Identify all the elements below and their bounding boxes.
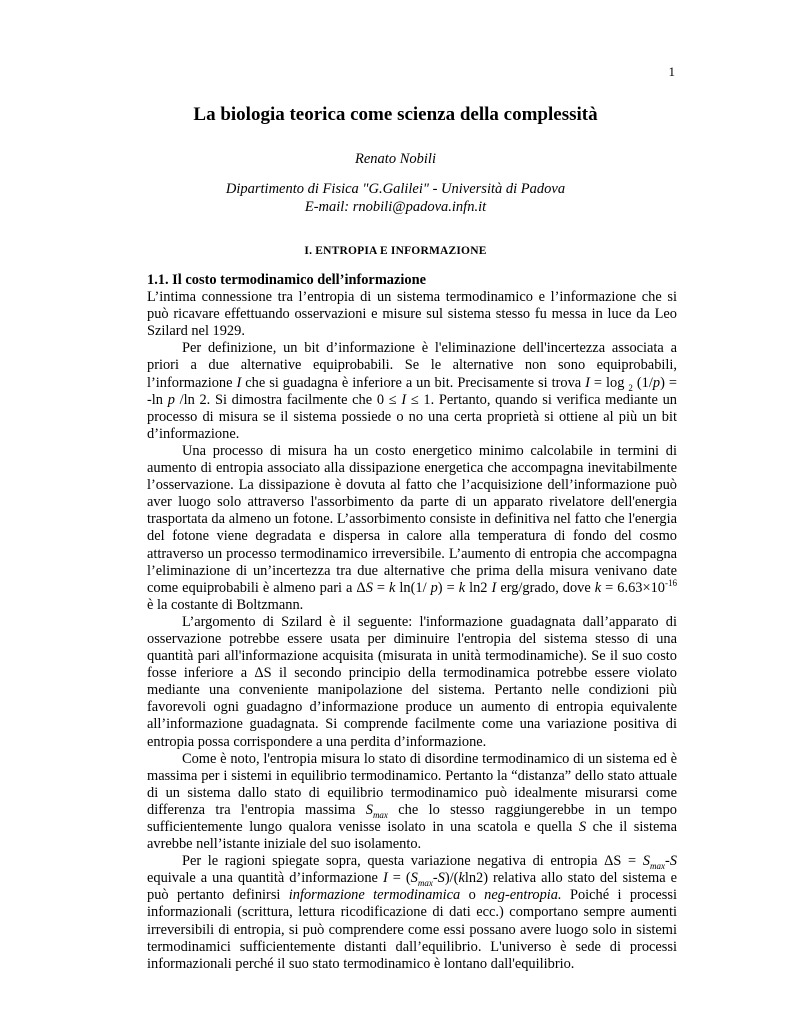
paper-title: La biologia teorica come scienza della complessità — [193, 104, 598, 125]
affiliation: Dipartimento di Fisica "G.Galilei" - Università di Padova — [225, 181, 566, 197]
subsection-heading: 1.1. Il costo termodinamico dell’informazione — [147, 272, 426, 288]
paragraph-2: Per definizione, un bit d’informazione è l'eliminazione dell'incertezza associata a priori a due alternative equiprobabili. Se le alternative non sono equiprobabili, l’informazione I che si guadagna è inferiore a un bit. Precisamente si trova I = log $_2$ (1/p) = -ln p /ln 2. Si dimostra facilmente che 0 ≤ I ≤ 1. Pertanto, quando si verifica mediante un processo di misura se il sistema possiede o no una certa proprietà si ottiene al più un bit d’informazione. — [147, 340, 677, 442]
paragraph-3: Una processo di misura ha un costo energetico minimo calcolabile in termini di aumento di entropia associato alla dissipazione energetica che accompagna inevitabilmente l’osservazione. La dissipazione è dovuta al fatto che l’acquisizione dell’informazione può aver luogo solo attraverso l'assorbimento da parte di un apparato rivelatore dell'energia trasportata da almeno un fotone. L’assorbimento consiste in definitiva nel fatto che l'energia del fotone viene degradata e dispersa in calore alla temperatura di fondo del cosmo attraverso un processo termodinamico irreversibile. L’aumento di entropia che accompagna l’eliminazione di un’incertezza tra due alternative che prima della misura venivano date come equiprobabili è almeno pari a ΔS = k ln(1/ p) = k ln2 I erg/grado, dove $k = 6.63\times 10^{-16}$ è la costante di Boltzmann. — [147, 442, 677, 613]
paragraph-4: L’argomento di Szilard è il seguente: l'informazione guadagnata dall’apparato di osservazione potrebbe essere usata per diminuire l'entropia del sistema stesso di una quantità pari all'informazione acquisita (misurata in unità termodinamiche). Se il suo costo fosse inferiore a ΔS il secondo principio della termodinamica potrebbe essere violato mediante una conveniente manipolazione del sistema. Pertanto nelle condizioni più favorevoli ogni guadagno d’informazione produce un aumento di entropia equivalente all’informazione guadagnata. Si comprende facilmente come una variazione positiva di entropia possa corrispondere a una perdita d’informazione. — [147, 613, 677, 750]
affiliation-block — [0, 180, 791, 216]
paragraph-6: Per le ragioni spiegate sopra, questa variazione negativa di entropia $\Delta S = S_{max}-S$ equivale a una quantità d’informazione $I = (S_{max}-S)/(kln2)$ relativa allo stato del sistema e può pertanto definirsi informazione termodinamica o neg-entropia. Poiché i processi informazionali (scrittura, lettura ricodificazione di dati ecc.) comportano sempre aumenti irreversibili di entropia, si può comprendere come essi possano avere luogo solo in sistemi termodinamici sufficientemente distanti dall’equilibrio. L'universo è sede di processi informazionali perché il suo stato termodinamico è lontano dall'equilibrio. — [147, 853, 677, 972]
page-number: 1 — [668, 64, 675, 79]
author-name: Renato Nobili — [355, 151, 436, 167]
paragraph-5: Come è noto, l'entropia misura lo stato di disordine termodinamico di un sistema ed è massima per i sistemi in equilibrio termodinamico. Pertanto la “distanza” dello stato attuale di un sistema dallo stato di equilibrio termodinamico può idealmente misurarsi come differenza tra l'entropia massima $S_{max}$ che lo stesso raggiungerebbe in un tempo sufficientemente lungo qualora venisse isolato in una scatola e quella S che il sistema avrebbe nell’istante iniziale del suo isolamento. — [147, 750, 677, 853]
section-heading: I. ENTROPIA E INFORMAZIONE — [304, 245, 487, 257]
body-text — [147, 272, 677, 973]
email: E-mail: rnobili@padova.infn.it — [304, 199, 487, 215]
paragraph-1: L’intima connessione tra l’entropia di un sistema termodinamico e l’informazione che si può ricavare effettuando osservazioni e misure sul sistema stesso fu messa in luce da Leo Szilard nel 1929. — [147, 289, 677, 340]
